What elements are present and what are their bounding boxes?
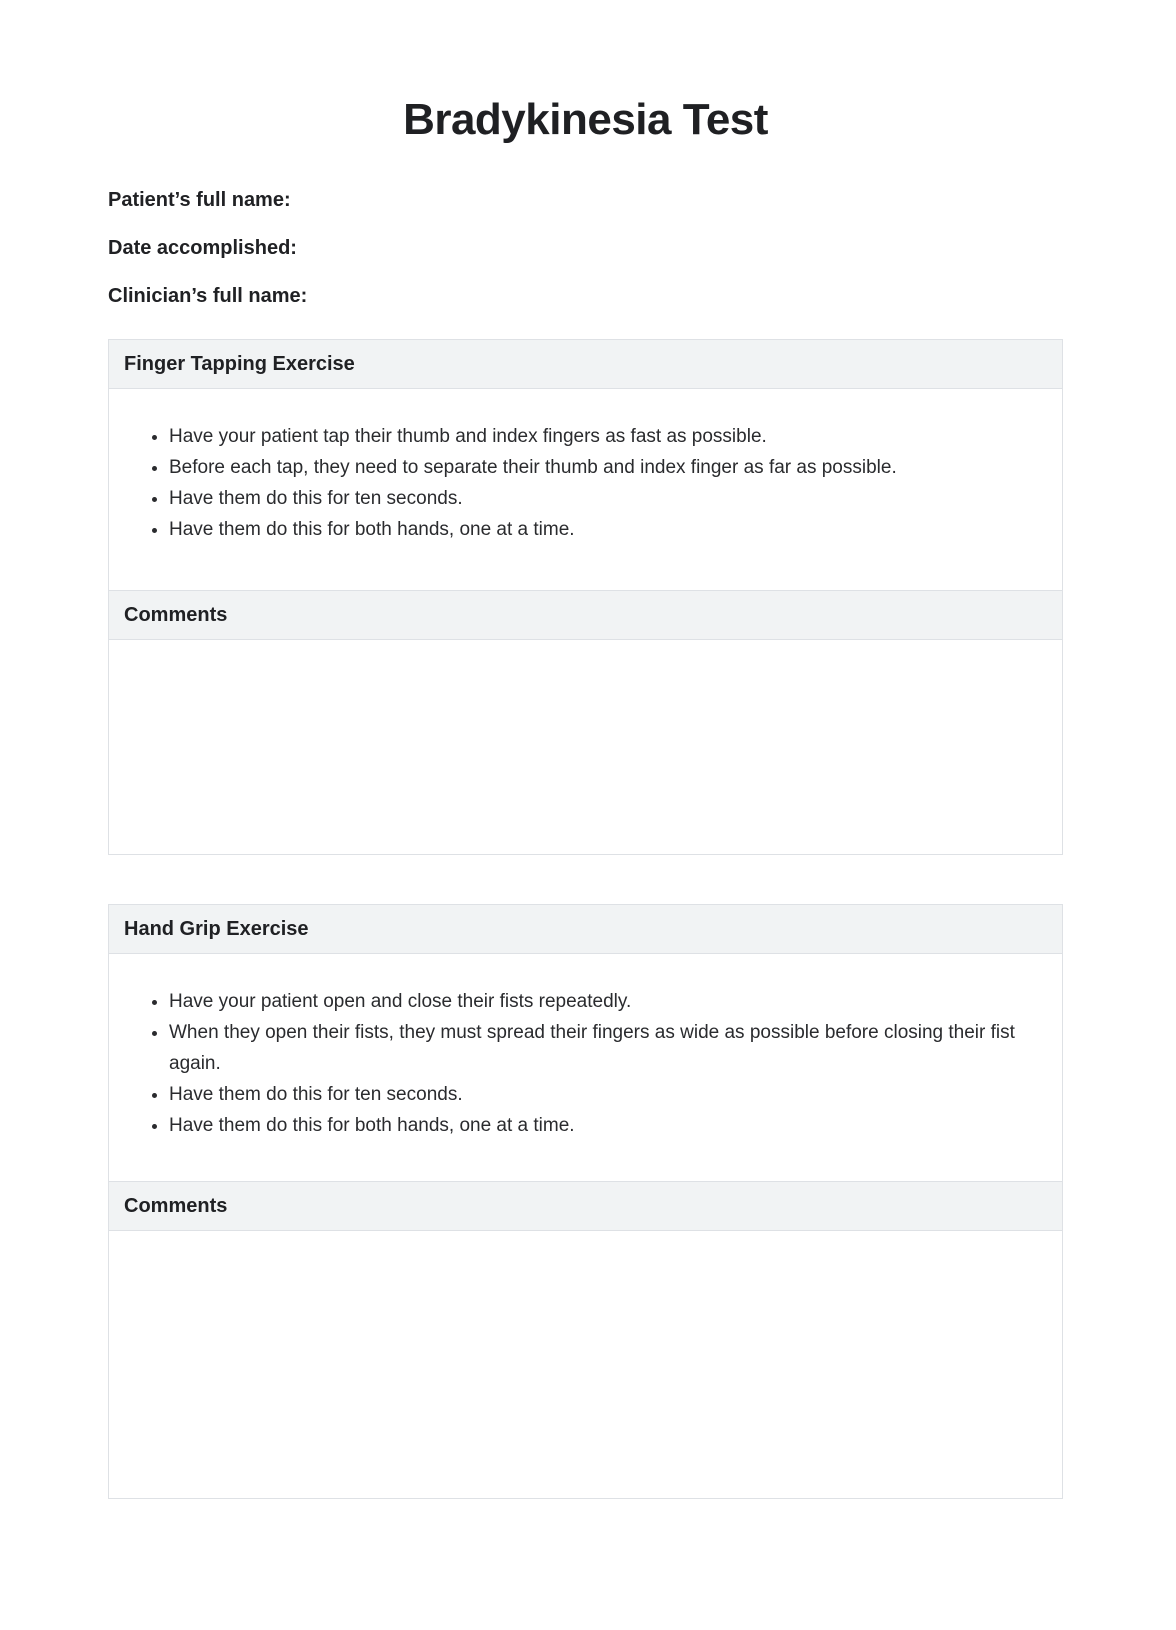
- date-accomplished-label: Date accomplished:: [108, 237, 297, 260]
- patient-name-label: Patient’s full name:: [108, 189, 291, 212]
- hand-grip-heading: Hand Grip Exercise: [109, 905, 1062, 954]
- finger-tapping-instructions: [109, 389, 1062, 590]
- page-title: Bradykinesia Test: [403, 95, 768, 144]
- instruction-item: • Have them do this for ten seconds.: [169, 483, 1046, 514]
- instructions-list: [125, 421, 1046, 545]
- instruction-item: • When they open their fists, they must spread their fingers as wide as possible before closing their fist again.: [169, 1017, 1046, 1079]
- instruction-item: • Have them do this for both hands, one at a time.: [169, 514, 1046, 545]
- comments-heading: Comments: [109, 1181, 1062, 1231]
- instruction-item: • Have them do this for both hands, one at a time.: [169, 1110, 1046, 1141]
- instruction-item: • Before each tap, they need to separate their thumb and index finger as far as possible.: [169, 452, 1046, 483]
- instructions-list: [125, 986, 1046, 1141]
- comments-heading: Comments: [109, 590, 1062, 640]
- instruction-item: • Have your patient open and close their fists repeatedly.: [169, 986, 1046, 1017]
- clinician-name-label: Clinician’s full name:: [108, 285, 308, 308]
- finger-tapping-section: [108, 339, 1063, 855]
- finger-tapping-heading: Finger Tapping Exercise: [109, 340, 1062, 389]
- hand-grip-instructions: [109, 954, 1062, 1181]
- hand-grip-section: [108, 904, 1063, 1499]
- instruction-item: • Have them do this for ten seconds.: [169, 1079, 1046, 1110]
- comments-input-area[interactable]: [109, 640, 1062, 854]
- instruction-item: • Have your patient tap their thumb and index fingers as fast as possible.: [169, 421, 1046, 452]
- comments-input-area[interactable]: [109, 1231, 1062, 1498]
- header-fields: [108, 190, 1063, 307]
